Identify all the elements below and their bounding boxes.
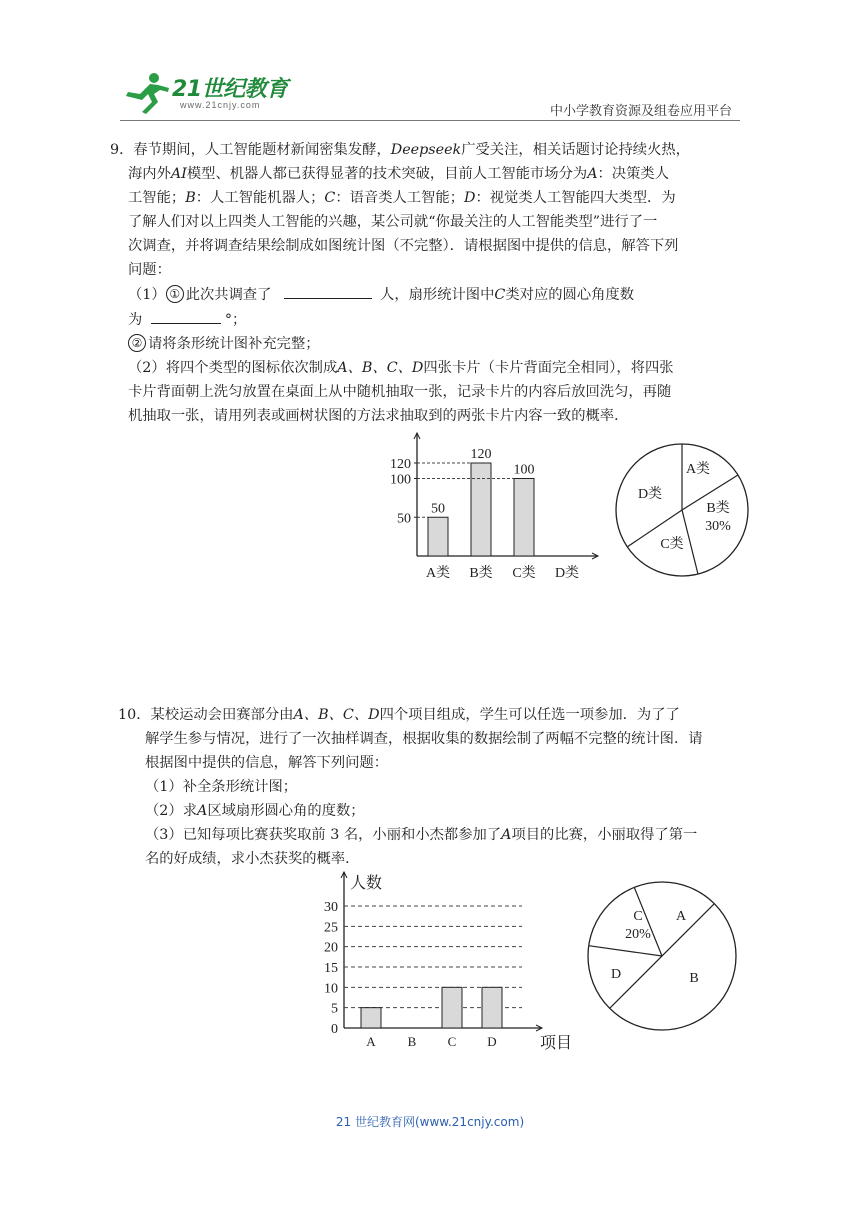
q9-part2-text: （2）将四个类型的图标依次制成 bbox=[128, 360, 338, 376]
q9-line3b: ：人工智能机器人； bbox=[195, 190, 325, 206]
logo-url: www.21cnjy.com bbox=[180, 100, 261, 110]
slice-label-d: D bbox=[610, 967, 622, 982]
q9-line1-tail: 广受关注，相关话题讨论持续火热， bbox=[461, 142, 690, 158]
y-tick-label: 5 bbox=[331, 1001, 338, 1017]
category-label: C类 bbox=[512, 566, 536, 581]
data-label: 100 bbox=[513, 462, 535, 478]
q10-letters: A、B、C、D bbox=[293, 707, 380, 723]
q9-part1-degree: °； bbox=[224, 312, 247, 328]
question-9 bbox=[110, 138, 733, 428]
bar bbox=[482, 987, 502, 1028]
category-label: D类 bbox=[554, 566, 580, 581]
bar bbox=[514, 479, 534, 557]
q10-part2b: 区域扇形圆心角的度数； bbox=[207, 803, 365, 819]
y-tick-label: 10 bbox=[324, 981, 338, 997]
slice-label-a: A类 bbox=[685, 462, 711, 477]
y-tick-label: 120 bbox=[390, 457, 411, 472]
q10-line1a: 某校运动会田赛部分由 bbox=[150, 707, 294, 723]
platform-tagline: 中小学教育资源及组卷应用平台 bbox=[549, 104, 732, 119]
slice-percent-b: 30% bbox=[705, 519, 731, 534]
y-tick-label: 50 bbox=[397, 511, 411, 527]
q9-part2-text2: 四张卡片（卡片背面完全相同），将四张 bbox=[423, 360, 674, 376]
q10-bar-chart bbox=[322, 866, 573, 1056]
q9-part2-letters: A、B、C、D bbox=[337, 360, 424, 376]
bar bbox=[428, 517, 448, 556]
q10-part3b: 项目的比赛，小丽取得了第一 bbox=[511, 827, 698, 843]
header-divider bbox=[120, 120, 740, 121]
q9-part1-text: 此次共调查了 bbox=[185, 287, 272, 303]
q9-part1-wei: 为 bbox=[128, 312, 143, 328]
y-tick-label: 30 bbox=[324, 900, 338, 915]
q9-line2a: 海内外 bbox=[128, 166, 171, 182]
question-number: 9． bbox=[110, 142, 134, 158]
question-number: 10． bbox=[118, 707, 151, 723]
slice-label-c: C类 bbox=[660, 537, 684, 552]
category-label: A类 bbox=[425, 566, 451, 581]
logo-wordmark: 21世纪教育 bbox=[172, 77, 288, 102]
answer-blank-angle[interactable] bbox=[151, 307, 221, 324]
bar bbox=[471, 463, 491, 556]
q9-deepseek: Deepseek bbox=[390, 142, 462, 158]
question-10 bbox=[118, 703, 740, 871]
q10-line3: 根据图中提供的信息，解答下列问题： bbox=[145, 755, 389, 771]
q9-ai: AI bbox=[170, 166, 187, 182]
q9-line3c: ：语音类人工智能； bbox=[335, 190, 464, 206]
category-label: D bbox=[487, 1034, 497, 1049]
q10-part2-letter: A bbox=[197, 803, 208, 819]
slice-label-b: B bbox=[689, 971, 699, 986]
slice-percent-c: 20% bbox=[625, 927, 651, 942]
answer-blank-total[interactable] bbox=[284, 282, 372, 299]
runner-logo-icon bbox=[120, 68, 176, 116]
slice-label-b: B类 bbox=[706, 501, 730, 516]
q10-part3-letter: A bbox=[501, 827, 512, 843]
q9-part2-line3: 机抽取一张，请用列表或画树状图的方法求抽取到的两张卡片内容一致的概率． bbox=[128, 408, 629, 424]
circled-two-icon: ② bbox=[128, 334, 146, 352]
q9-line4: 了解人们对以上四类人工智能的兴趣，某公司就“你最关注的人工智能类型”进行了一 bbox=[128, 214, 658, 230]
circled-one-icon: ① bbox=[166, 285, 184, 303]
category-label: B bbox=[407, 1034, 417, 1049]
page-header bbox=[120, 60, 740, 120]
q9-letter-a: A bbox=[587, 166, 598, 182]
q9-part1-sub2: 请将条形统计图补充完整； bbox=[148, 336, 320, 352]
q9-pie-chart bbox=[610, 440, 760, 580]
category-label: B类 bbox=[469, 566, 493, 581]
page-footer[interactable]: 21 世纪教育网(www.21cnjy.com) bbox=[335, 1115, 525, 1129]
q9-part2-line2: 卡片背面朝上洗匀放置在桌面上从中随机抽取一张，记录卡片的内容后放回洗匀，再随 bbox=[128, 384, 672, 400]
q9-line1: 春节期间，人工智能题材新闻密集发酵， bbox=[133, 142, 391, 158]
site-logo[interactable] bbox=[120, 68, 300, 118]
q10-line1b: 四个项目组成，学生可以任选一项参加．为了了 bbox=[379, 707, 680, 723]
q9-letter-b: B bbox=[185, 190, 196, 206]
q9-part1-text3: 类对应的圆心角度数 bbox=[505, 287, 635, 303]
q9-part1-prefix: （1） bbox=[128, 287, 166, 303]
q9-bar-chart bbox=[370, 425, 610, 590]
slice-label-c: C bbox=[633, 909, 643, 924]
y-tick-label: 100 bbox=[390, 472, 411, 488]
q9-letter-d: D bbox=[464, 190, 476, 206]
q10-part3-line2: 名的好成绩，求小杰获奖的概率． bbox=[145, 851, 360, 867]
q9-line6: 问题： bbox=[128, 262, 171, 278]
q9-line2b: 模型、机器人都已获得显著的技术突破，目前人工智能市场分为 bbox=[186, 166, 588, 182]
q10-part3a: （3）已知每项比赛获奖取前 3 名，小丽和小杰都参加了 bbox=[145, 827, 502, 843]
q10-pie-chart bbox=[582, 878, 744, 1038]
q9-part1-text2: 人，扇形统计图中 bbox=[380, 287, 495, 303]
q10-part1: （1）补全条形统计图； bbox=[145, 779, 298, 795]
category-label: A bbox=[366, 1034, 376, 1049]
q10-line2: 解学生参与情况，进行了一次抽样调查，根据收集的数据绘制了两幅不完整的统计图．请 bbox=[145, 731, 703, 747]
bar bbox=[361, 1008, 381, 1028]
q10-part2a: （2）求 bbox=[145, 803, 197, 819]
y-tick-label: 20 bbox=[324, 940, 338, 956]
q9-letter-c: C bbox=[324, 190, 336, 206]
y-tick-label: 25 bbox=[324, 920, 338, 936]
y-tick-label: 15 bbox=[324, 961, 338, 976]
y-tick-label: 0 bbox=[331, 1022, 338, 1037]
q9-line3d: ：视觉类人工智能四大类型．为 bbox=[475, 190, 676, 206]
x-axis-title: 项目 bbox=[539, 1035, 573, 1052]
q9-line3a: 工智能； bbox=[128, 190, 186, 206]
category-label: C bbox=[447, 1034, 457, 1049]
y-axis-title: 人数 bbox=[350, 875, 383, 892]
slice-label-d: D类 bbox=[637, 487, 663, 502]
q9-part1-letter-c: C bbox=[494, 287, 506, 303]
bar bbox=[442, 987, 462, 1028]
slice-label-a: A bbox=[675, 909, 687, 924]
data-label: 50 bbox=[431, 501, 445, 517]
q9-line5: 次调查，并将调查结果绘制成如图统计图（不完整）．请根据图中提供的信息，解答下列 bbox=[128, 238, 679, 254]
data-label: 120 bbox=[470, 447, 492, 462]
q9-line2c: ：决策类人 bbox=[597, 166, 669, 182]
